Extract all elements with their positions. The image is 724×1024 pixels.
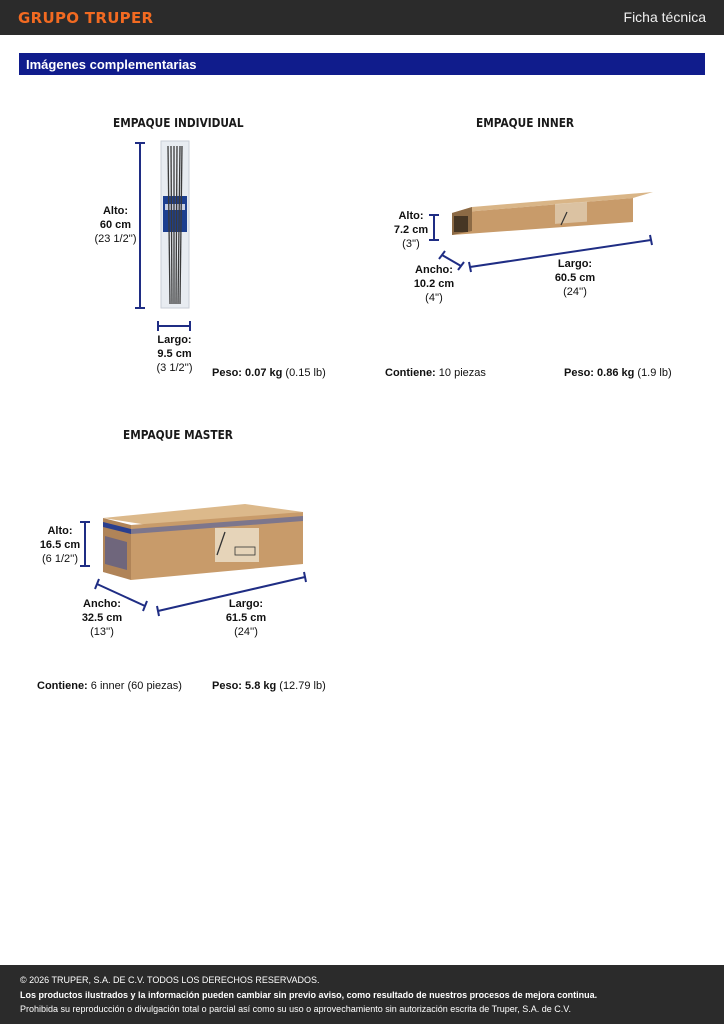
inner-alto-imperial: (3'') <box>402 238 420 250</box>
inner-largo-imperial: (24'') <box>563 286 587 298</box>
master-contiene-value: 6 inner (60 piezas) <box>90 680 182 692</box>
individual-alto-label: Alto: <box>102 205 129 217</box>
master-peso-label: Peso: <box>212 680 242 692</box>
individual-largo-metric: 9.5 cm <box>157 348 192 360</box>
inner-contiene-label: Contiene: <box>385 367 436 379</box>
section-header <box>19 53 705 75</box>
footer-notice: Los productos ilustrados y la información pueden cambiar sin previo aviso, como resultado de nuestros procesos de mejora continua. <box>20 990 598 1000</box>
master-largo-imperial: (24'') <box>234 626 258 638</box>
inner-alto <box>389 209 433 251</box>
master-largo-metric: 61.5 cm <box>225 612 267 624</box>
master-ancho-metric: 32.5 cm <box>81 612 123 624</box>
master-ancho-label: Ancho: <box>83 598 121 610</box>
master-peso <box>212 680 326 692</box>
individual-alto-metric: 60 cm <box>99 219 132 231</box>
footer-copyright: © 2026 TRUPER, S.A. DE C.V. TODOS LOS DERECHOS RESERVADOS. <box>20 975 320 985</box>
master-ancho <box>76 597 128 639</box>
individual-peso <box>212 367 326 379</box>
individual-alto <box>88 204 143 246</box>
inner-largo-metric: 60.5 cm <box>554 272 596 284</box>
master-alto <box>36 524 84 566</box>
inner-largo-label: Largo: <box>557 258 593 270</box>
brand-logo[interactable]: GRUPO TRUPER <box>18 9 154 27</box>
individual-peso-metric: 0.07 kg <box>245 367 283 379</box>
individual-largo <box>147 333 202 375</box>
individual-alto-imperial: (23 1/2'') <box>94 233 137 245</box>
master-contiene <box>37 680 182 692</box>
inner-title: EMPAQUE INNER <box>476 116 575 130</box>
master-title: EMPAQUE MASTER <box>123 428 233 442</box>
inner-alto-label: Alto: <box>398 210 424 222</box>
individual-peso-imperial: (0.15 lb) <box>285 367 326 379</box>
individual-largo-label: Largo: <box>157 334 192 346</box>
inner-contiene-value: 10 piezas <box>438 367 486 379</box>
master-largo <box>219 597 273 639</box>
master-largo-label: Largo: <box>228 598 264 610</box>
individual-largo-imperial: (3 1/2'') <box>156 362 193 374</box>
master-peso-metric: 5.8 kg <box>245 680 277 692</box>
inner-ancho-metric: 10.2 cm <box>413 278 455 290</box>
master-ancho-imperial: (13'') <box>90 626 114 638</box>
inner-largo <box>548 257 602 299</box>
individual-peso-label: Peso: <box>212 367 242 379</box>
master-peso-imperial: (12.79 lb) <box>279 680 326 692</box>
inner-peso-metric: 0.86 kg <box>597 367 635 379</box>
section-title: Imágenes complementarias <box>26 57 197 72</box>
inner-package-image <box>425 185 665 275</box>
inner-alto-metric: 7.2 cm <box>393 224 429 236</box>
inner-ancho-label: Ancho: <box>415 264 453 276</box>
inner-peso <box>564 367 672 379</box>
master-alto-label: Alto: <box>47 525 73 537</box>
master-alto-imperial: (6 1/2'') <box>42 553 78 565</box>
inner-contiene <box>385 367 486 379</box>
document-type: Ficha técnica <box>623 9 706 25</box>
master-contiene-label: Contiene: <box>37 680 88 692</box>
inner-peso-label: Peso: <box>564 367 594 379</box>
individual-title: EMPAQUE INDIVIDUAL <box>113 116 244 130</box>
header-bar <box>0 0 724 35</box>
footer-prohibition: Prohibida su reproducción o divulgación total o parcial así como su uso o aprovechamiento sin autorización escrita de Truper, S.A. de C.V. <box>20 1004 571 1014</box>
inner-ancho <box>409 263 459 305</box>
inner-ancho-imperial: (4'') <box>425 292 443 304</box>
footer <box>0 965 724 1024</box>
inner-peso-imperial: (1.9 lb) <box>637 367 672 379</box>
master-alto-metric: 16.5 cm <box>39 539 81 551</box>
